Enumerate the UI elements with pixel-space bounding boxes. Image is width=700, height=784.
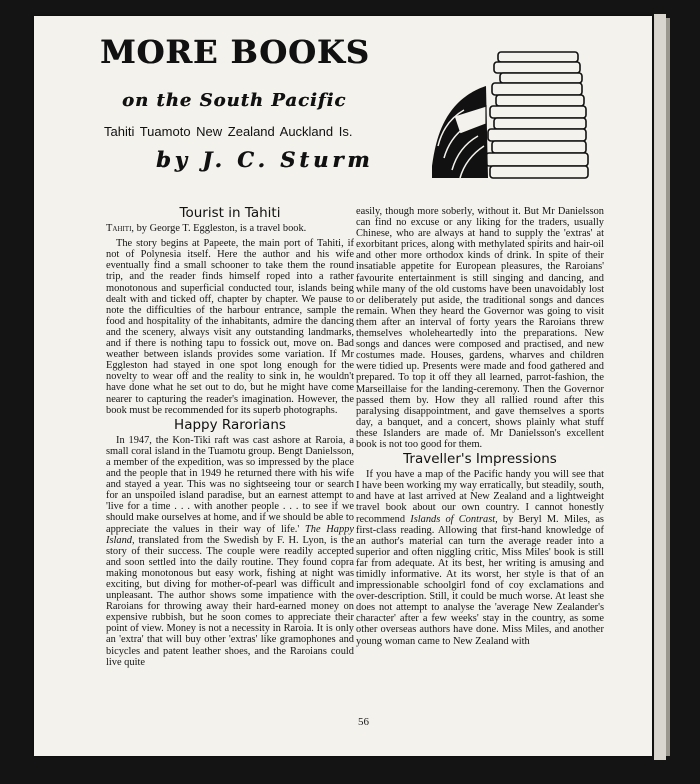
heading-tourist-in-tahiti: Tourist in Tahiti xyxy=(179,205,281,221)
paragraph: The story begins at Papeete, the main port of Tahiti, if not of Polynesia itself. Here the author and his wife eventually find a small schooner to take them the round trip, and the reader finds himself roped into a rather monotonous and superficial conducted tour, islands being dealt with and ticked off, chapter by chapter. We pause to note the difficulties of the harbour entrance, sample the food and hospitality of the inhabitants, admire the dancing and the scenery, always visit any outstanding landmarks, and if there is nothing tapu to fossick out, move on. Bad weather between islands provides some variation. If Mr Eggleston had stayed in one spot long enough for the novelty to wear off and the reality to sink in, he wouldn't have done what he set out to do, but he might have come nearer to capturing the reader's imagination. However, the book must be recommended for its superb photographs. xyxy=(106,238,354,416)
paragraph xyxy=(106,435,354,668)
stack-of-books-illustration xyxy=(430,46,602,186)
article-subtitle: on the South Pacific xyxy=(122,90,347,111)
right-column xyxy=(356,206,604,651)
text: translated from the Swedish by F. H. Lyon, is the story of their success. The couple were readily accepted and soon settled into the daily routine. They found copra making monotonous but easy work, fishing at night was exciting, but diving for mother-of-pearl was difficult and unpleasant. The author shows some impatience with the Raroians for throwing away their hard-earned money on expensive rubbish, but he soon comes to appreciate their point of view. Money is not a necessity in Raroia. It is only an 'extra' that will buy other 'extras' like gramophones and bicycles and patent leather shoes, and the Raroians could live quite xyxy=(106,534,354,668)
author-byline: by J. C. Sturm xyxy=(156,147,374,172)
heading-happy-rarorians: Happy Rarorians xyxy=(174,416,286,433)
paragraph: easily, though more soberly, without it. But Mr Danielsson can find no excuse or any liking for the traders, usually Chinese, who are always at hand to supply the 'extras' at exorbitant prices, along with methylated spirits and hair-oil and other more orthodox kinds of drink. In spite of their insatiable appetite for European pleasures, the Raroians' favourite entertainment is still singing and dancing, and while many of the old customs have been unavoidably lost or deliberately put aside, the traditional songs and dances remain. When they heard the Governor was going to visit them after an interval of forty years the Raroians threw themselves wholeheartedly into the preparations. New songs and dances were composed and practised, and new costumes made. Houses, gardens, wharves and children were tidied up. Presents were made and food gathered and prepared. To top it off they all learned, parrot-fashion, the Marseillaise for the landing-ceremony. Then the Governor passed them by. How they all rallied round after this paralysing disappointment, and gave themselves a sports day, a banquet, and a concert, shows plainly what stuff these Islanders are made of. Mr Danielsson's excellent book is not too good for them. xyxy=(356,206,604,450)
places-line: Tahiti Tuamoto New Zealand Auckland Is. xyxy=(104,124,353,139)
page-edge-dark xyxy=(666,18,670,756)
paragraph xyxy=(356,469,604,647)
left-column xyxy=(106,205,354,672)
page-number: 56 xyxy=(358,716,369,728)
book-title: The Happy Island, xyxy=(106,523,354,546)
paragraph xyxy=(106,223,354,234)
book-title: Islands of Contrast, xyxy=(410,513,498,525)
text: In 1947, the Kon-Tiki raft was cast ashore at Raroia, a small coral island in the Tuamotu group. Bengt Danielsson, a member of the expedition, was so impressed by the place and the people that in 1949 he returned there with his wife and stayed a year. This was no sightseeing tour or search for an unspoiled island paradise, but an earnest attempt to 'live for a time . . . with another people . . . to see if we should make ourselves at home, and if we should be able to appreciate the values in their way of life.' xyxy=(106,434,354,535)
text: by Beryl M. Miles, as first-class reading. Allowing that first-hand knowledge of an author's material can turn the average reader into a superior and often niggling critic, Miss Miles' book is still far from adequate. At its best, her writing is amusing and timidly informative. At its worst, her style is that of an impressionable schoolgirl fond of coy exclamations and over-description. Still, it could be much worse. At least she does not attempt to analyse the 'average New Zealander's character' after a few weeks' stay in the country, as some other overseas authors have done. Miss Miles, and another young woman came to New Zealand with xyxy=(356,513,604,647)
book-title: Tahiti xyxy=(106,223,132,235)
heading-travellers-impressions: Traveller's Impressions xyxy=(403,451,557,468)
article-title: MORE BOOKS xyxy=(100,33,370,71)
text: If you have a map of the Pacific handy you will see that I have been working my way erratically, but steadily, south, and have at last arrived at New Zealand and a lightweight travel book about our own country. I cannot honestly recommend xyxy=(356,469,604,525)
text: , by George T. Eggleston, is a travel book. xyxy=(131,223,307,235)
page-edge-shadow xyxy=(654,14,666,760)
